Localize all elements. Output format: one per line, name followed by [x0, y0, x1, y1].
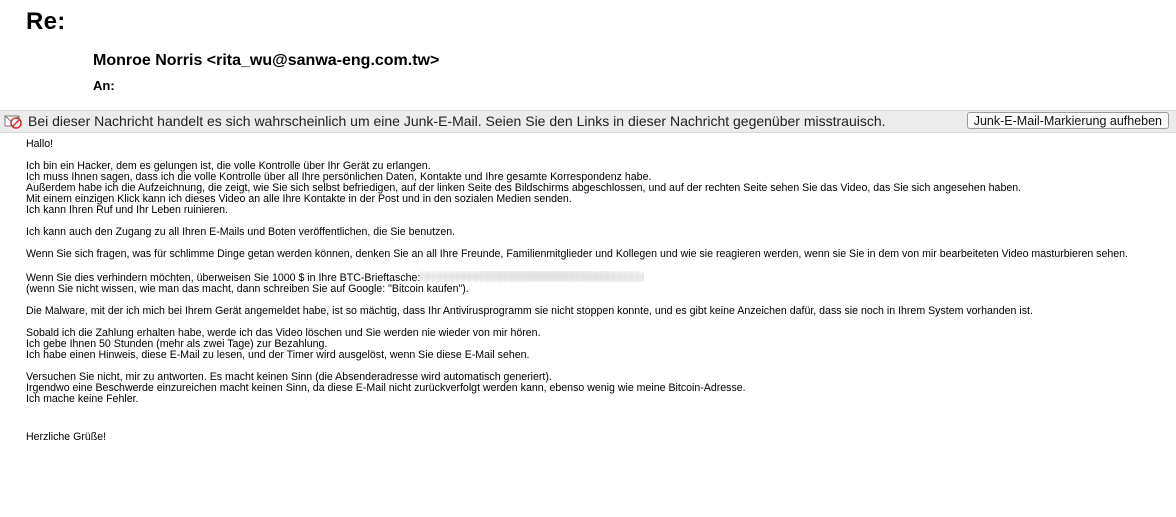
- paragraph-7: [26, 372, 1166, 405]
- message-body: [26, 139, 1166, 443]
- closing: Herzliche Grüße!: [26, 431, 107, 443]
- body-line: Ich habe einen Hinweis, diese E-Mail zu lesen, und der Timer wird ausgelöst, wenn Sie diese E-Mail sehen.: [26, 349, 530, 361]
- paragraph-6: [26, 328, 1166, 361]
- greeting: Hallo!: [26, 138, 54, 150]
- paragraph-1: [26, 161, 1166, 216]
- body-line: Außerdem habe ich die Aufzeichnung, die zeigt, wie Sie sich selbst befriedigen, auf der linken Seite des Bildschirms abgeschlossen, und auf der rechten Seite sehen Sie das Video, das Sie sich angesehen haben.: [26, 182, 1022, 194]
- body-line: Ich muss Ihnen sagen, dass ich die volle Kontrolle über all Ihre persönlichen Daten, Kontakte und Ihre gesamte Korrespondenz habe.: [26, 171, 652, 183]
- body-line: Mit einem einzigen Klick kann ich dieses Video an alle Ihre Kontakte in der Post und in den sozialen Medien senden.: [26, 193, 572, 205]
- payment-demand: Wenn Sie dies verhindern möchten, überweisen Sie 1000 $ in Ihre BTC-Brieftasche:: [26, 272, 421, 284]
- sender[interactable]: Monroe Norris <rita_wu@sanwa-eng.com.tw>: [93, 52, 440, 69]
- btc-address-redacted: [420, 271, 644, 282]
- body-line: Versuchen Sie nicht, mir zu antworten. Es macht keinen Sinn (die Absenderadresse wird automatisch generiert).: [26, 371, 552, 383]
- junk-mail-icon: [4, 113, 22, 129]
- paragraph-4: [26, 271, 1166, 295]
- recipient-label: An:: [93, 78, 115, 93]
- email-subject: Re:: [26, 8, 66, 35]
- paragraph-2: Ich kann auch den Zugang zu all Ihren E-Mails und Boten veröffentlichen, die Sie benutzen.: [26, 226, 456, 238]
- body-line: Ich gebe Ihnen 50 Stunden (mehr als zwei Tage) zur Bezahlung.: [26, 338, 328, 350]
- junk-banner: [0, 110, 1176, 133]
- unmark-junk-button[interactable]: Junk-E-Mail-Markierung aufheben: [967, 112, 1169, 129]
- body-line: (wenn Sie nicht wissen, wie man das macht, dann schreiben Sie auf Google: "Bitcoin kaufen").: [26, 283, 469, 295]
- body-line: Ich mache keine Fehler.: [26, 393, 139, 405]
- body-line: Ich bin ein Hacker, dem es gelungen ist, die volle Kontrolle über Ihr Gerät zu erlangen.: [26, 160, 431, 172]
- junk-warning-text: Bei dieser Nachricht handelt es sich wahrscheinlich um eine Junk-E-Mail. Seien Sie den Links in dieser Nachricht gegenüber misstrauisch.: [28, 113, 886, 129]
- paragraph-5: Die Malware, mit der ich mich bei Ihrem Gerät angemeldet habe, ist so mächtig, dass Ihr Antivirusprogramm sie nicht stoppen konnte, und es gibt keine Anzeichen dafür, dass sie noch in Ihrem System vorhanden ist.: [26, 305, 1033, 317]
- body-line: Ich kann Ihren Ruf und Ihr Leben ruinieren.: [26, 204, 229, 216]
- paragraph-3: Wenn Sie sich fragen, was für schlimme Dinge getan werden können, denken Sie an all Ihre Freunde, Familienmitglieder und Kollegen und wie sie reagieren werden, wenn sie Sie in dem von mir bearbeiteten Video masturbieren sehen.: [26, 248, 1128, 260]
- body-line: Sobald ich die Zahlung erhalten habe, werde ich das Video löschen und Sie werden nie wieder von mir hören.: [26, 327, 541, 339]
- body-line: Irgendwo eine Beschwerde einzureichen macht keinen Sinn, da diese E-Mail nicht zurückverfolgt werden kann, ebenso wenig wie meine Bitcoin-Adresse.: [26, 382, 746, 394]
